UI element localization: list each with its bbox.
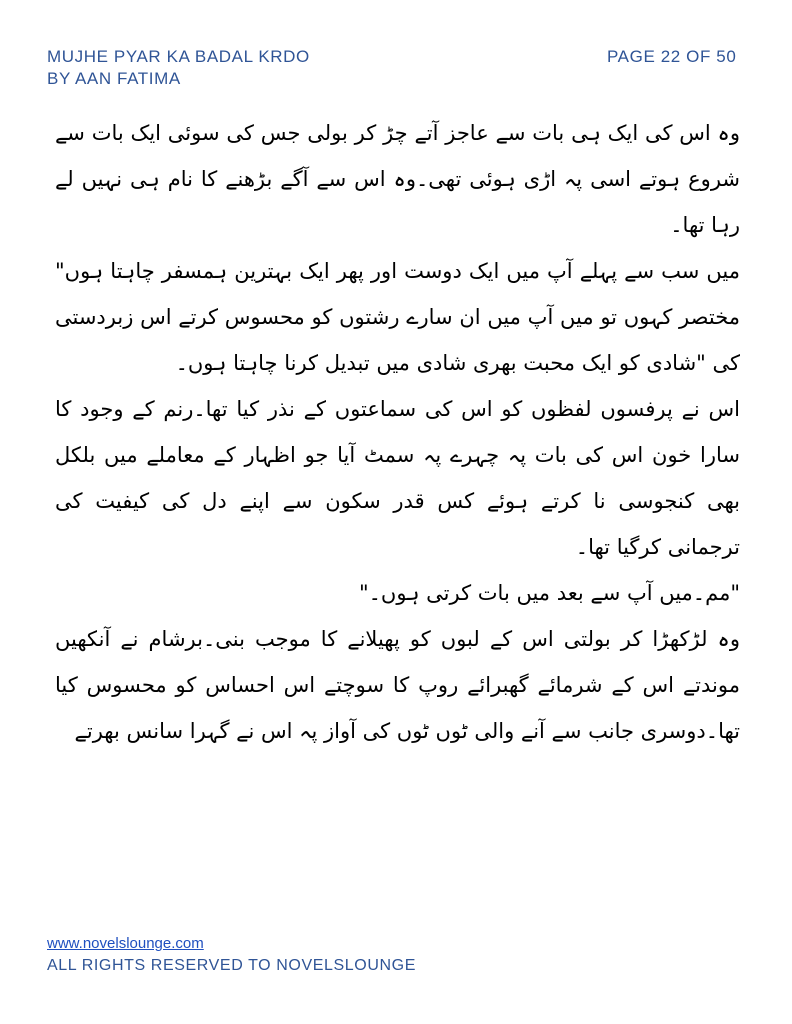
paragraph-2: میں سب سے پہلے آپ میں ایک دوست اور پھر ایک بہترین ہمسفر چاہتا ہوں" مختصر کہوں تو میں آپ میں ان سارے رشتوں کو محسوس کرتے اس زبردستی کی "شادی کو ایک محبت بھری شادی میں تبدیل کرنا چاہتا ہوں۔ — [55, 259, 740, 375]
novel-body — [55, 110, 740, 754]
rights-notice: ALL RIGHTS RESERVED TO NOVELSLOUNGE — [47, 957, 416, 974]
author-line: BY AAN FATIMA — [47, 69, 181, 88]
website-link[interactable]: www.novelslounge.com — [47, 935, 204, 952]
paragraph-1: وہ اس کی ایک ہی بات سے عاجز آتے چڑ کر بولی جس کی سوئی ایک بات سے شروع ہوتے اسی پہ اڑی ہوئی تھی۔وہ اس سے آگے بڑھنے کا نام ہی نہیں لے رہا تھا۔ — [55, 121, 740, 237]
page-number: PAGE 22 OF 50 — [607, 47, 737, 66]
novel-title: MUJHE PYAR KA BADAL KRDO — [47, 47, 310, 66]
paragraph-3: اس نے پرفسوں لفظوں کو اس کی سماعتوں کے نذر کیا تھا۔رنم کے وجود کا سارا خون اس کی بات پہ چہرے پہ سمٹ آیا جو اظہار کے معاملے میں بلکل بھی کنجوسی نا کرتے ہوئے کس قدر سکون سے اپنے دل کی کیفیت کی ترجمانی کرگیا تھا۔ — [55, 397, 740, 559]
paragraph-5: وہ لڑکھڑا کر بولتی اس کے لبوں کو پھیلانے کا موجب بنی۔برشام نے آنکھیں موندتے اس کے شرمائے گھبرائے روپ کا سوچتے اس احساس کو محسوس کیا تھا۔دوسری جانب سے آنے والی ٹوں ٹوں کی آواز پہ اس نے گہرا سانس بھرتے — [55, 627, 740, 743]
paragraph-4: "مم۔میں آپ سے بعد میں بات کرتی ہوں۔" — [358, 581, 740, 605]
